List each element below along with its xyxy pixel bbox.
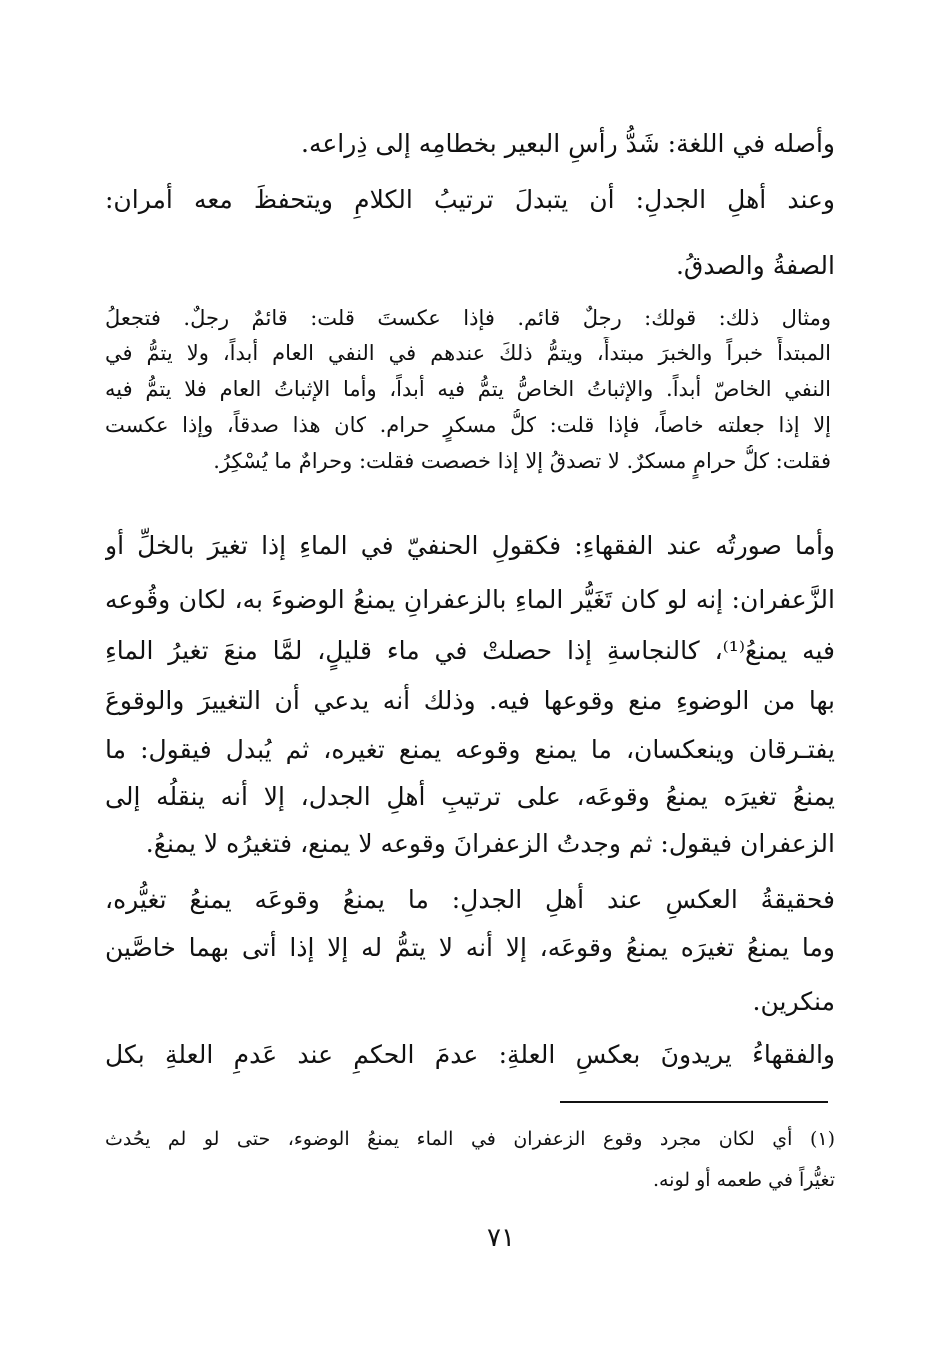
text-line: المبتدأَ خبراً والخبرَ مبتدأً، ويتمُّ ذلكَ عندهم في النفي العام أبداً، ولا يتمُّ في xyxy=(105,341,831,365)
text-line: منكرين. xyxy=(752,987,835,1016)
text-line: يفتـرقان وينعكسان، ما يمنع وقوعه يمنع تغيره، ثم يُبدل فيقول: ما xyxy=(105,735,835,764)
page-number: ٧١ xyxy=(487,1223,515,1253)
text-line: الصفةُ والصدقُ. xyxy=(675,251,835,280)
text-line: يمنعُ تغيرَه يمنعُ وقوعَه، على ترتيبِ أهلِ الجدل، إلا أنه ينقلُه إلى xyxy=(105,782,835,811)
text-line: النفي الخاصّ أبداً. والإثباتُ الخاصُّ يتمُّ فيه أبداً، وأما الإثباتُ العام فلا يتمُّ فيه xyxy=(105,377,831,401)
text-line: الزعفران فيقول: ثم وجدتُ الزعفرانَ وقوعه لا يمنع، فتغيرُه لا يمنعُ. xyxy=(145,829,835,858)
footnote-separator xyxy=(560,1101,828,1103)
text-line: فيه يمنعُ⁽¹⁾، كالنجاسةِ إذا حصلتْ في ماء قليلٍ، لمَّا منعَ تغيرُ الماءِ xyxy=(105,636,835,665)
text-line: فقلت: كلُّ حرامٍ مسكرٌ. لا تصدقُ إلا إذا خصصت فقلت: وحرامٌ ما يُسْكِرُ. xyxy=(213,449,831,473)
text-line: وعند أهلِ الجدلِ: أن يتبدلَ ترتيبُ الكلامِ ويتحفظَ معه أمران: xyxy=(105,185,835,214)
text-line: فحقيقةُ العكسِ عند أهلِ الجدلِ: ما يمنعُ وقوعَه يمنعُ تغيُّره، xyxy=(105,885,835,914)
text-line: وأما صورتُه عند الفقهاءِ: فكقولِ الحنفيّ في الماءِ إذا تغيرَ بالخلِّ أو xyxy=(105,531,835,560)
footnote-line: (١) أي لكان مجرد وقوع الزعفران في الماء يمنعُ الوضوء، حتى لو لم يحُدث xyxy=(105,1128,835,1150)
text-line: بها من الوضوءِ منع وقوعها فيه. وذلك أنه يدعي أن التغييرَ والوقوعَ xyxy=(105,686,835,715)
footnote-line: تغيُّراً في طعمه أو لونه. xyxy=(652,1169,835,1191)
text-line: وأصله في اللغة: شَدُّ رأسِ البعير بخطامِه إلى ذِراعه. xyxy=(301,129,835,158)
text-line: والفقهاءُ يريدونَ بعكسِ العلةِ: عدمَ الحكمِ عند عَدمِ العلةِ بكل xyxy=(105,1040,835,1069)
text-line: الزَّعفران: إنه لو كان تَغَيُّر الماءِ بالزعفرانِ يمنعُ الوضوءَ به، لكان وقُوعه xyxy=(105,585,835,614)
text-line: وما يمنعُ تغيرَه يمنعُ وقوعَه، إلا أنه لا يتمُّ له إلا إذا أتى بهما خاصَّين xyxy=(105,933,835,962)
text-line: ومثال ذلك: قولك: رجلٌ قائم. فإذا عكستَ قلت: قائمٌ رجلٌ. فتجعلُ xyxy=(105,306,831,330)
text-line: إلا إذا جعلته خاصاً، فإذا قلت: كلُّ مسكرٍ حرام. كان هذا صدقاً، وإذا عكست xyxy=(105,413,831,437)
